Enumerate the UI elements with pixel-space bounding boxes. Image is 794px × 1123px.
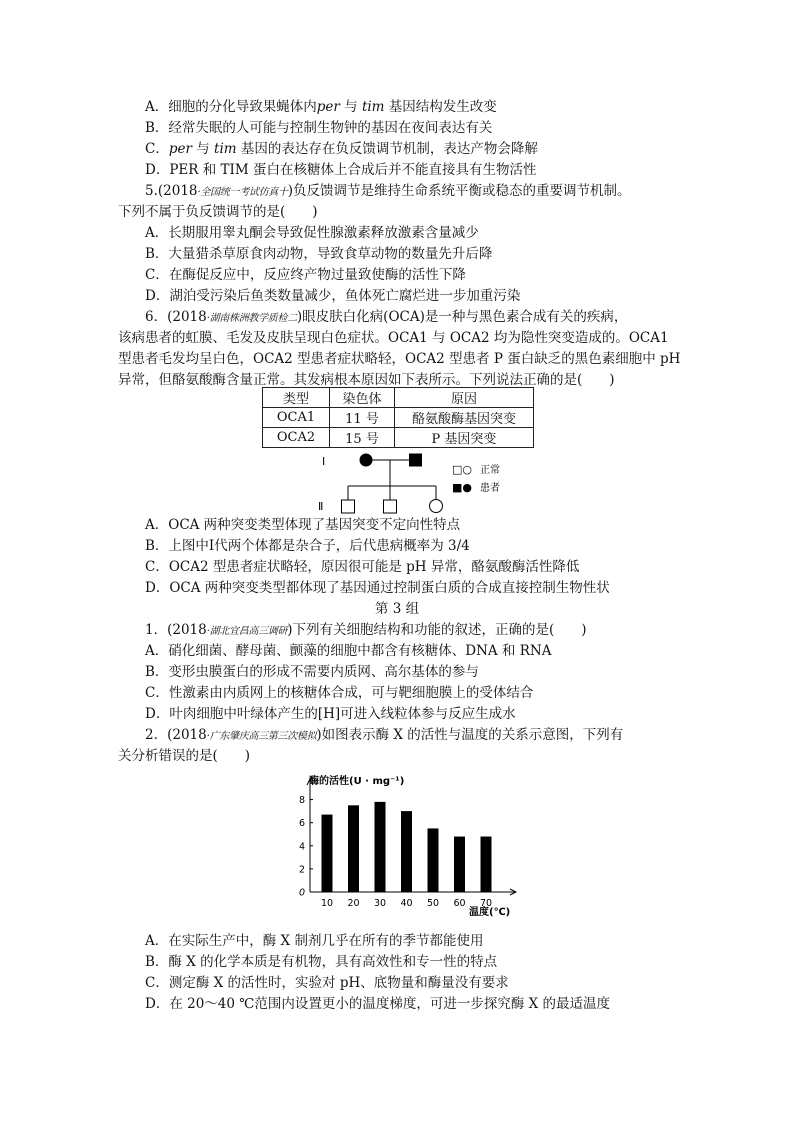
chart-bar	[454, 837, 465, 892]
x-tick-label: 50	[426, 898, 440, 909]
g3-q1-option-c: C．性激素由内质网上的核糖体合成，可与靶细胞膜上的受体结合	[145, 685, 534, 701]
table-cell: P 基因突变	[395, 428, 534, 448]
table-row	[263, 428, 534, 448]
table-cell: 酪氨酸酶基因突变	[395, 408, 534, 428]
g3-q1-option-a: A．硝化细菌、酵母菌、颤藻的细胞中都含有核糖体、DNA 和 RNA	[145, 643, 552, 659]
table-header-cell: 类型	[263, 388, 330, 408]
chart-bar	[401, 811, 412, 892]
y-tick-label: 0	[298, 887, 305, 899]
normal-female-icon	[430, 500, 443, 513]
affected-female-icon	[360, 454, 373, 467]
q6-option-a: A．OCA 两种突变类型体现了基因突变不定向性特点	[145, 517, 461, 533]
chart-bar	[348, 805, 359, 892]
pedigree-diagram	[300, 448, 520, 524]
table-row	[263, 408, 534, 428]
genetics-table	[262, 387, 534, 448]
y-tick-label: 2	[298, 864, 305, 876]
x-axis-label: 温度(℃)	[469, 907, 511, 918]
table-cell: 15 号	[330, 428, 395, 448]
legend-normal-label: 正常	[480, 465, 500, 476]
q4-option-c: C．per 与 tim 基因的表达存在负反馈调节机制，表达产物会降解	[145, 141, 538, 157]
q5-option-b: B．大量猎杀草原食肉动物，导致食草动物的数量先升后降	[145, 246, 493, 262]
q5-option-d: D．湖泊受污染后鱼类数量减少，鱼体死亡腐烂进一步加重污染	[145, 288, 521, 304]
group-heading: 第 3 组	[374, 601, 420, 617]
x-tick-label: 70	[479, 898, 493, 909]
x-tick-label: 10	[320, 898, 334, 909]
normal-male-icon	[384, 500, 397, 513]
table-header-cell: 染色体	[330, 388, 395, 408]
q6-option-d: D．OCA 两种突变类型都体现了基因通过控制蛋白质的合成直接控制生物性状	[145, 580, 610, 596]
legend-affected-label: 患者	[480, 483, 500, 494]
q6-option-b: B．上图中Ⅰ代两个体都是杂合子，后代患病概率为 3/4	[145, 538, 470, 554]
x-tick-label: 60	[453, 898, 466, 909]
q5-stem-cont: 下列不属于负反馈调节的是( )	[118, 204, 318, 220]
g3-q1-option-d: D．叶肉细胞中叶绿体产生的[H]可进入线粒体参与反应生成水	[145, 706, 516, 722]
q5-stem: 5.(2018·全国统一考试仿真十)负反馈调节是维持生命系统平衡或稳态的重要调节机制。	[145, 183, 631, 199]
q6-stem-cont-2: 型患者毛发均呈白色，OCA2 型患者症状略轻，OCA2 型患者 P 蛋白缺乏的黑色素细胞中 pH	[118, 351, 681, 367]
x-tick-label: 40	[400, 898, 413, 909]
chart-bar	[481, 837, 492, 892]
y-tick-label: 4	[298, 841, 305, 853]
g3-q1-stem: 1．(2018·湖北宜昌高三调研)下列有关细胞结构和功能的叙述，正确的是( )	[145, 622, 587, 638]
legend-normal-symbols: □○	[452, 463, 472, 476]
g3-q2-option-a: A．在实际生产中，酶 X 制剂几乎在所有的季节都能使用	[145, 933, 484, 949]
y-tick-label: 6	[298, 818, 305, 830]
q4-option-a: A．细胞的分化导致果蝇体内per 与 tim 基因结构发生改变	[145, 99, 497, 115]
table-cell: 11 号	[330, 408, 395, 428]
enzyme-activity-chart	[283, 772, 523, 922]
q5-option-c: C．在酶促反应中，反应终产物过量致使酶的活性下降	[145, 267, 466, 283]
g3-q2-option-d: D．在 20～40 ℃范围内设置更小的温度梯度，可进一步探究酶 X 的最适温度	[145, 996, 611, 1012]
q4-option-b: B．经常失眠的人可能与控制生物钟的基因在夜间表达有关	[145, 120, 493, 136]
g3-q1-option-b: B．变形虫膜蛋白的形成不需要内质网、高尔基体的参与	[145, 664, 479, 680]
legend-affected-symbols: ■●	[452, 481, 472, 494]
y-axis-label: 酶的活性(U · mg⁻¹)	[309, 776, 405, 787]
q6-stem: 6．(2018·湖南株洲教学质检二)眼皮肤白化病(OCA)是一种与黑色素合成有关的疾病，	[145, 309, 628, 325]
q6-option-c: C．OCA2 型患者症状略轻，原因很可能是 pH 异常，酪氨酸酶活性降低	[145, 559, 580, 575]
g3-q2-option-b: B．酶 X 的化学本质是有机物，具有高效性和专一性的特点	[145, 954, 498, 970]
table-header-cell: 原因	[395, 388, 534, 408]
q6-stem-cont-1: 该病患者的虹膜、毛发及皮肤呈现白色症状。OCA1 与 OCA2 均为隐性突变造成的。OCA1	[118, 330, 669, 346]
table-header-row	[263, 388, 534, 408]
affected-male-icon	[409, 454, 422, 467]
table-cell: OCA2	[263, 428, 330, 448]
q6-stem-cont-3: 异常，但酪氨酸酶含量正常。其发病根本原因如下表所示。下列说法正确的是( )	[118, 372, 615, 388]
g3-q2-stem: 2．(2018·广东肇庆高三第三次模拟)如图表示酶 X 的活性与温度的关系示意图，下列有	[145, 727, 624, 743]
q5-option-a: A．长期服用睾丸酮会导致促性腺激素释放激素含量减少	[145, 225, 479, 241]
q4-option-d: D．PER 和 TIM 蛋白在核糖体上合成后并不能直接具有生物活性	[145, 162, 537, 178]
chart-bar	[428, 828, 439, 892]
normal-male-icon	[342, 500, 355, 513]
generation-label-2: Ⅱ	[318, 500, 324, 513]
x-tick-label: 20	[347, 898, 360, 909]
g3-q2-option-c: C．测定酶 X 的活性时，实验对 pH、底物量和酶量没有要求	[145, 975, 509, 991]
generation-label-1: Ⅰ	[322, 455, 326, 468]
table-cell: OCA1	[263, 408, 330, 428]
x-tick-label: 30	[373, 898, 387, 909]
y-tick-label: 8	[298, 795, 305, 807]
chart-bar	[322, 815, 333, 892]
chart-bar	[375, 802, 386, 892]
g3-q2-stem-cont: 关分析错误的是( )	[118, 748, 251, 764]
